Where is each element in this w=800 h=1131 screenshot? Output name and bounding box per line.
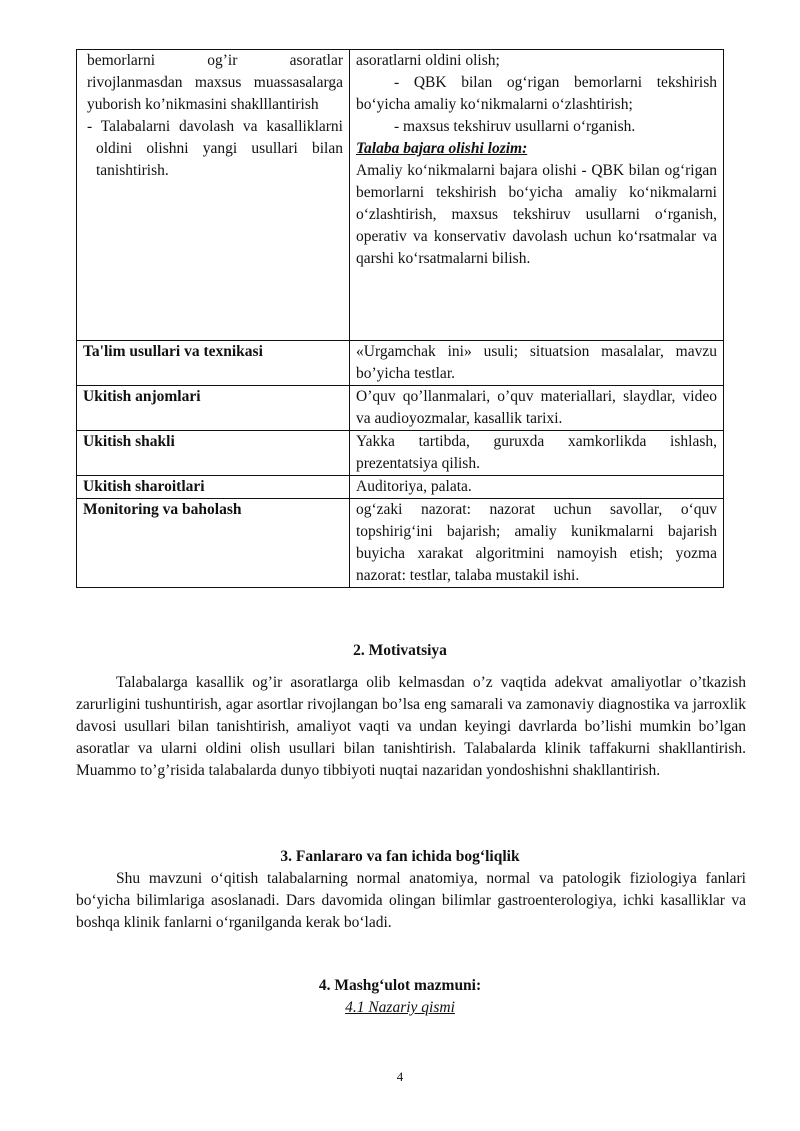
table-row	[77, 499, 724, 588]
cell-text: Amaliy ko‘nikmalarni bajara olishi - QBK bilan og‘rigan bemorlarni tekshirish bo‘yicha amaliy ko‘nikmalarni o‘zlashtirish, maxsus tekshiruv usullarni o‘rganish, operativ va konservativ davolash uchun ko‘rsatmalar va qarshi ko‘rsatmalarni bilish.	[356, 162, 717, 267]
table-row	[77, 476, 724, 499]
section-text-interdisciplinary: Shu mavzuni o‘qitish talabalarning normal anatomiya, normal va patologik fiziologiya fanlari bo‘yicha bilimlariga asoslanadi. Dars davomida olingan bilimlar gastroenterologiya, ichki kasalliklar va boshqa klinik fanlarni o‘rganilganda kerak bo‘ladi.	[76, 870, 746, 931]
table-row	[77, 341, 724, 386]
row-label: Monitoring va baholash	[77, 499, 350, 588]
row-label: Ukitish sharoitlari	[77, 476, 350, 499]
table-row	[77, 431, 724, 476]
cell-list-item: - QBK bilan og‘rigan bemorlarni tekshirish bo‘yicha amaliy ko‘nikmalarni o‘zlashtirish;	[356, 74, 717, 113]
cell-text: asoratlarni oldini olish;	[356, 52, 500, 69]
table-row	[77, 386, 724, 431]
section-title-interdisciplinary: 3. Fanlararo va fan ichida bog‘liqlik	[280, 848, 520, 865]
section-title-motivation: 2. Motivatsiya	[353, 642, 447, 659]
table-cell-right	[350, 50, 724, 341]
row-value: Auditoriya, palata.	[350, 476, 724, 499]
table-row	[77, 50, 724, 341]
row-value: «Urgamchak ini» usuli; situatsion masalalar, mavzu bo’yicha testlar.	[350, 341, 724, 386]
cell-subheading: Talaba bajara olishi lozim:	[356, 140, 528, 157]
page-number: 4	[396, 1069, 404, 1084]
row-value: O’quv qo’llanmalari, o’quv materiallari, slaydlar, video va audioyozmalar, kasallik tarixi.	[350, 386, 724, 431]
row-label: Ukitish anjomlari	[77, 386, 350, 431]
section-title-lesson-content: 4. Mashg‘ulot mazmuni:	[318, 977, 482, 994]
cell-bullet-item: - Talabalarni davolash va kasalliklarni oldini olishni yangi usullari bilan tanishtirish.	[87, 118, 343, 179]
section-subtitle-theory: 4.1 Nazariy qismi	[345, 999, 455, 1016]
lesson-plan-table	[76, 49, 724, 588]
row-label: Ukitish shakli	[77, 431, 350, 476]
row-value: Yakka tartibda, guruxda xamkorlikda ishlash, prezentatsiya qilish.	[350, 431, 724, 476]
row-value: og‘zaki nazorat: nazorat uchun savollar, o‘quv topshirig‘ini bajarish; amaliy kunikmalarni bajarish buyicha xarakat algoritmini namoyish etish; yozma nazorat: testlar, talaba mustakil ishi.	[350, 499, 724, 588]
cell-list-item: - maxsus tekshiruv usullarni o‘rganish.	[394, 118, 636, 135]
section-text-motivation: Talabalarga kasallik og’ir asoratlarga olib kelmasdan o’z vaqtida adekvat amaliyotlar o’tkazish zarurligini tushuntirish, agar asortlar rivojlangan bo’lsa eng samarali va zamonaviy diagnostika va jarroxlik davosi usullari bilan tanishtirish, amaliyot vaqti va undan keyingi davrlarda bo’lishi mumkin bo’lgan asoratlar va ularni oldini olish usullari bilan tanishtirish. Talabalarda klinik taffakurni shakllantirish. Muammo to’g’risida talabalarda dunyo tibbiyoti nuqtai nazaridan yondoshishni shakllantirish.	[76, 674, 746, 779]
table-cell-left	[77, 50, 350, 341]
cell-text: bemorlarni og’ir asoratlar rivojlanmasdan maxsus muassasalarga yuborish ko’nikmasini shaklllantirish	[87, 52, 343, 113]
row-label: Ta'lim usullari va texnikasi	[77, 341, 350, 386]
